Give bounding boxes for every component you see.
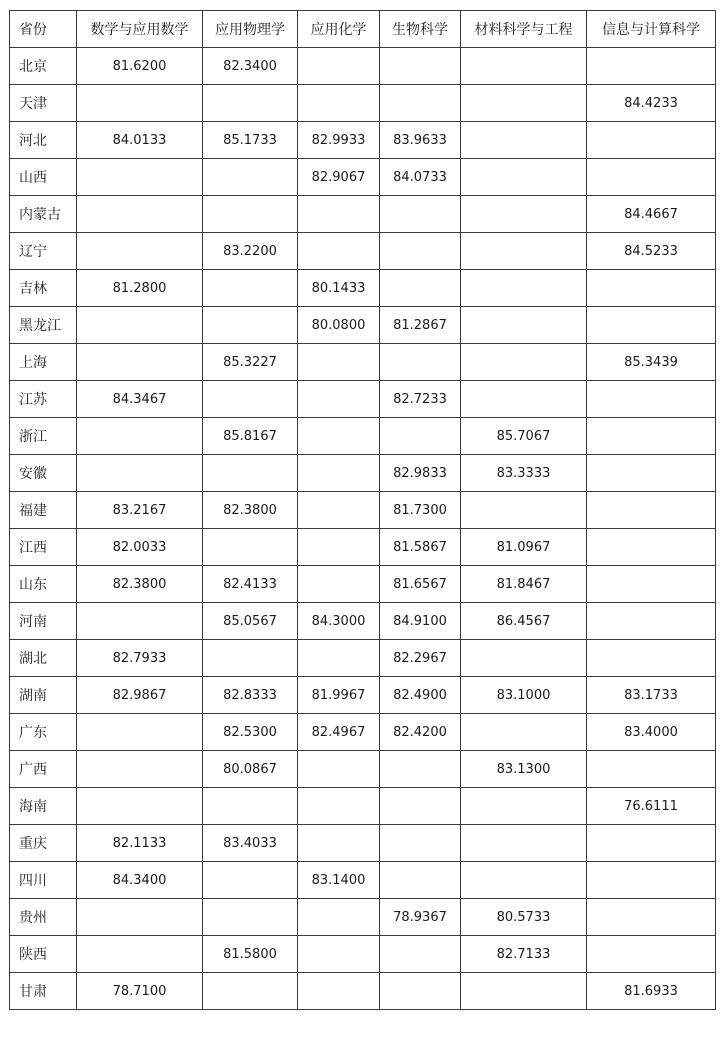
table-row <box>10 344 716 381</box>
math-cell <box>77 603 203 640</box>
materials-cell: 83.1300 <box>461 751 587 788</box>
materials-cell <box>461 344 587 381</box>
chemistry-cell: 83.1400 <box>298 862 380 899</box>
biology-cell <box>380 788 461 825</box>
province-cell: 上海 <box>10 344 77 381</box>
materials-cell: 81.0967 <box>461 529 587 566</box>
materials-cell <box>461 48 587 85</box>
materials-cell <box>461 825 587 862</box>
province-cell: 湖北 <box>10 640 77 677</box>
materials-cell: 83.3333 <box>461 455 587 492</box>
biology-cell <box>380 344 461 381</box>
info-computing-cell <box>587 455 716 492</box>
info-computing-cell: 84.4667 <box>587 196 716 233</box>
materials-cell <box>461 233 587 270</box>
info-computing-cell: 84.4233 <box>587 85 716 122</box>
materials-cell: 82.7133 <box>461 936 587 973</box>
chemistry-cell <box>298 751 380 788</box>
physics-cell: 85.3227 <box>203 344 298 381</box>
province-cell: 广西 <box>10 751 77 788</box>
materials-cell: 86.4567 <box>461 603 587 640</box>
biology-cell <box>380 85 461 122</box>
chemistry-cell <box>298 381 380 418</box>
header-materials: 材料科学与工程 <box>461 11 587 48</box>
materials-cell <box>461 640 587 677</box>
physics-cell <box>203 455 298 492</box>
info-computing-cell: 83.4000 <box>587 714 716 751</box>
province-cell: 安徽 <box>10 455 77 492</box>
biology-cell: 82.4200 <box>380 714 461 751</box>
table-row <box>10 159 716 196</box>
physics-cell <box>203 788 298 825</box>
info-computing-cell <box>587 159 716 196</box>
biology-cell <box>380 751 461 788</box>
physics-cell <box>203 381 298 418</box>
header-physics: 应用物理学 <box>203 11 298 48</box>
info-computing-cell: 76.6111 <box>587 788 716 825</box>
physics-cell <box>203 862 298 899</box>
math-cell <box>77 418 203 455</box>
province-cell: 河南 <box>10 603 77 640</box>
physics-cell: 85.1733 <box>203 122 298 159</box>
biology-cell: 78.9367 <box>380 899 461 936</box>
province-cell: 河北 <box>10 122 77 159</box>
chemistry-cell <box>298 455 380 492</box>
province-cell: 辽宁 <box>10 233 77 270</box>
province-cell: 天津 <box>10 85 77 122</box>
materials-cell <box>461 85 587 122</box>
materials-cell <box>461 492 587 529</box>
table-row <box>10 677 716 714</box>
materials-cell <box>461 788 587 825</box>
biology-cell <box>380 825 461 862</box>
chemistry-cell <box>298 899 380 936</box>
physics-cell <box>203 529 298 566</box>
info-computing-cell <box>587 566 716 603</box>
biology-cell: 82.2967 <box>380 640 461 677</box>
province-cell: 四川 <box>10 862 77 899</box>
materials-cell <box>461 381 587 418</box>
table-body <box>10 48 716 1010</box>
chemistry-cell <box>298 529 380 566</box>
info-computing-cell <box>587 48 716 85</box>
header-biology: 生物科学 <box>380 11 461 48</box>
chemistry-cell <box>298 973 380 1010</box>
materials-cell: 85.7067 <box>461 418 587 455</box>
physics-cell <box>203 196 298 233</box>
chemistry-cell <box>298 418 380 455</box>
table-row <box>10 233 716 270</box>
biology-cell: 81.7300 <box>380 492 461 529</box>
math-cell <box>77 455 203 492</box>
materials-cell: 81.8467 <box>461 566 587 603</box>
chemistry-cell <box>298 825 380 862</box>
math-cell <box>77 85 203 122</box>
biology-cell: 81.2867 <box>380 307 461 344</box>
biology-cell <box>380 936 461 973</box>
info-computing-cell <box>587 825 716 862</box>
chemistry-cell: 84.3000 <box>298 603 380 640</box>
chemistry-cell <box>298 492 380 529</box>
biology-cell <box>380 973 461 1010</box>
physics-cell: 80.0867 <box>203 751 298 788</box>
info-computing-cell <box>587 862 716 899</box>
biology-cell: 83.9633 <box>380 122 461 159</box>
physics-cell: 82.8333 <box>203 677 298 714</box>
math-cell: 82.9867 <box>77 677 203 714</box>
province-cell: 湖南 <box>10 677 77 714</box>
score-table <box>9 10 716 1010</box>
table-row <box>10 307 716 344</box>
chemistry-cell <box>298 48 380 85</box>
materials-cell <box>461 122 587 159</box>
chemistry-cell <box>298 85 380 122</box>
table-header-row <box>10 11 716 48</box>
table-row <box>10 566 716 603</box>
materials-cell: 83.1000 <box>461 677 587 714</box>
math-cell: 83.2167 <box>77 492 203 529</box>
biology-cell <box>380 418 461 455</box>
physics-cell <box>203 85 298 122</box>
materials-cell <box>461 270 587 307</box>
biology-cell: 84.9100 <box>380 603 461 640</box>
province-cell: 内蒙古 <box>10 196 77 233</box>
biology-cell <box>380 233 461 270</box>
info-computing-cell <box>587 270 716 307</box>
biology-cell: 82.9833 <box>380 455 461 492</box>
info-computing-cell <box>587 529 716 566</box>
table-row <box>10 899 716 936</box>
province-cell: 山东 <box>10 566 77 603</box>
province-cell: 甘肃 <box>10 973 77 1010</box>
chemistry-cell <box>298 788 380 825</box>
info-computing-cell <box>587 640 716 677</box>
physics-cell: 82.3800 <box>203 492 298 529</box>
physics-cell <box>203 973 298 1010</box>
province-cell: 江苏 <box>10 381 77 418</box>
score-table-container <box>9 10 716 1010</box>
math-cell <box>77 159 203 196</box>
math-cell: 84.3467 <box>77 381 203 418</box>
table-row <box>10 973 716 1010</box>
province-cell: 广东 <box>10 714 77 751</box>
info-computing-cell <box>587 899 716 936</box>
physics-cell: 82.3400 <box>203 48 298 85</box>
header-math: 数学与应用数学 <box>77 11 203 48</box>
info-computing-cell <box>587 122 716 159</box>
table-row <box>10 122 716 159</box>
table-row <box>10 270 716 307</box>
math-cell <box>77 714 203 751</box>
chemistry-cell <box>298 640 380 677</box>
math-cell <box>77 751 203 788</box>
province-cell: 北京 <box>10 48 77 85</box>
table-row <box>10 85 716 122</box>
province-cell: 浙江 <box>10 418 77 455</box>
math-cell: 84.3400 <box>77 862 203 899</box>
materials-cell <box>461 196 587 233</box>
province-cell: 吉林 <box>10 270 77 307</box>
chemistry-cell <box>298 936 380 973</box>
materials-cell <box>461 862 587 899</box>
table-row <box>10 492 716 529</box>
biology-cell: 81.5867 <box>380 529 461 566</box>
math-cell: 81.6200 <box>77 48 203 85</box>
math-cell <box>77 936 203 973</box>
biology-cell: 81.6567 <box>380 566 461 603</box>
math-cell: 84.0133 <box>77 122 203 159</box>
table-row <box>10 751 716 788</box>
materials-cell <box>461 714 587 751</box>
materials-cell <box>461 307 587 344</box>
math-cell: 81.2800 <box>77 270 203 307</box>
info-computing-cell <box>587 751 716 788</box>
table-row <box>10 825 716 862</box>
table-row <box>10 48 716 85</box>
province-cell: 海南 <box>10 788 77 825</box>
info-computing-cell: 81.6933 <box>587 973 716 1010</box>
physics-cell <box>203 899 298 936</box>
chemistry-cell <box>298 344 380 381</box>
province-cell: 贵州 <box>10 899 77 936</box>
math-cell: 82.1133 <box>77 825 203 862</box>
province-cell: 重庆 <box>10 825 77 862</box>
physics-cell <box>203 270 298 307</box>
math-cell <box>77 788 203 825</box>
table-row <box>10 529 716 566</box>
info-computing-cell: 84.5233 <box>587 233 716 270</box>
biology-cell: 82.4900 <box>380 677 461 714</box>
table-row <box>10 196 716 233</box>
info-computing-cell <box>587 418 716 455</box>
info-computing-cell <box>587 603 716 640</box>
math-cell <box>77 344 203 381</box>
chemistry-cell <box>298 233 380 270</box>
physics-cell: 83.4033 <box>203 825 298 862</box>
math-cell: 82.0033 <box>77 529 203 566</box>
materials-cell: 80.5733 <box>461 899 587 936</box>
info-computing-cell <box>587 492 716 529</box>
header-province: 省份 <box>10 11 77 48</box>
info-computing-cell <box>587 307 716 344</box>
chemistry-cell: 81.9967 <box>298 677 380 714</box>
biology-cell <box>380 48 461 85</box>
province-cell: 黑龙江 <box>10 307 77 344</box>
chemistry-cell <box>298 196 380 233</box>
biology-cell <box>380 196 461 233</box>
info-computing-cell: 85.3439 <box>587 344 716 381</box>
physics-cell <box>203 159 298 196</box>
math-cell <box>77 307 203 344</box>
province-cell: 陕西 <box>10 936 77 973</box>
table-row <box>10 714 716 751</box>
info-computing-cell <box>587 936 716 973</box>
province-cell: 山西 <box>10 159 77 196</box>
physics-cell: 85.8167 <box>203 418 298 455</box>
chemistry-cell: 82.4967 <box>298 714 380 751</box>
physics-cell: 82.5300 <box>203 714 298 751</box>
physics-cell <box>203 307 298 344</box>
materials-cell <box>461 973 587 1010</box>
chemistry-cell: 82.9067 <box>298 159 380 196</box>
physics-cell: 85.0567 <box>203 603 298 640</box>
math-cell: 78.7100 <box>77 973 203 1010</box>
chemistry-cell: 80.1433 <box>298 270 380 307</box>
physics-cell <box>203 640 298 677</box>
physics-cell: 83.2200 <box>203 233 298 270</box>
table-row <box>10 936 716 973</box>
math-cell <box>77 899 203 936</box>
biology-cell: 84.0733 <box>380 159 461 196</box>
info-computing-cell <box>587 381 716 418</box>
header-info-computing: 信息与计算科学 <box>587 11 716 48</box>
chemistry-cell: 80.0800 <box>298 307 380 344</box>
biology-cell <box>380 270 461 307</box>
math-cell <box>77 233 203 270</box>
biology-cell <box>380 862 461 899</box>
physics-cell: 82.4133 <box>203 566 298 603</box>
table-row <box>10 788 716 825</box>
chemistry-cell: 82.9933 <box>298 122 380 159</box>
physics-cell: 81.5800 <box>203 936 298 973</box>
materials-cell <box>461 159 587 196</box>
info-computing-cell: 83.1733 <box>587 677 716 714</box>
table-row <box>10 640 716 677</box>
table-row <box>10 455 716 492</box>
header-chemistry: 应用化学 <box>298 11 380 48</box>
math-cell: 82.7933 <box>77 640 203 677</box>
table-row <box>10 862 716 899</box>
table-row <box>10 381 716 418</box>
chemistry-cell <box>298 566 380 603</box>
table-row <box>10 603 716 640</box>
province-cell: 江西 <box>10 529 77 566</box>
biology-cell: 82.7233 <box>380 381 461 418</box>
math-cell: 82.3800 <box>77 566 203 603</box>
table-row <box>10 418 716 455</box>
math-cell <box>77 196 203 233</box>
province-cell: 福建 <box>10 492 77 529</box>
